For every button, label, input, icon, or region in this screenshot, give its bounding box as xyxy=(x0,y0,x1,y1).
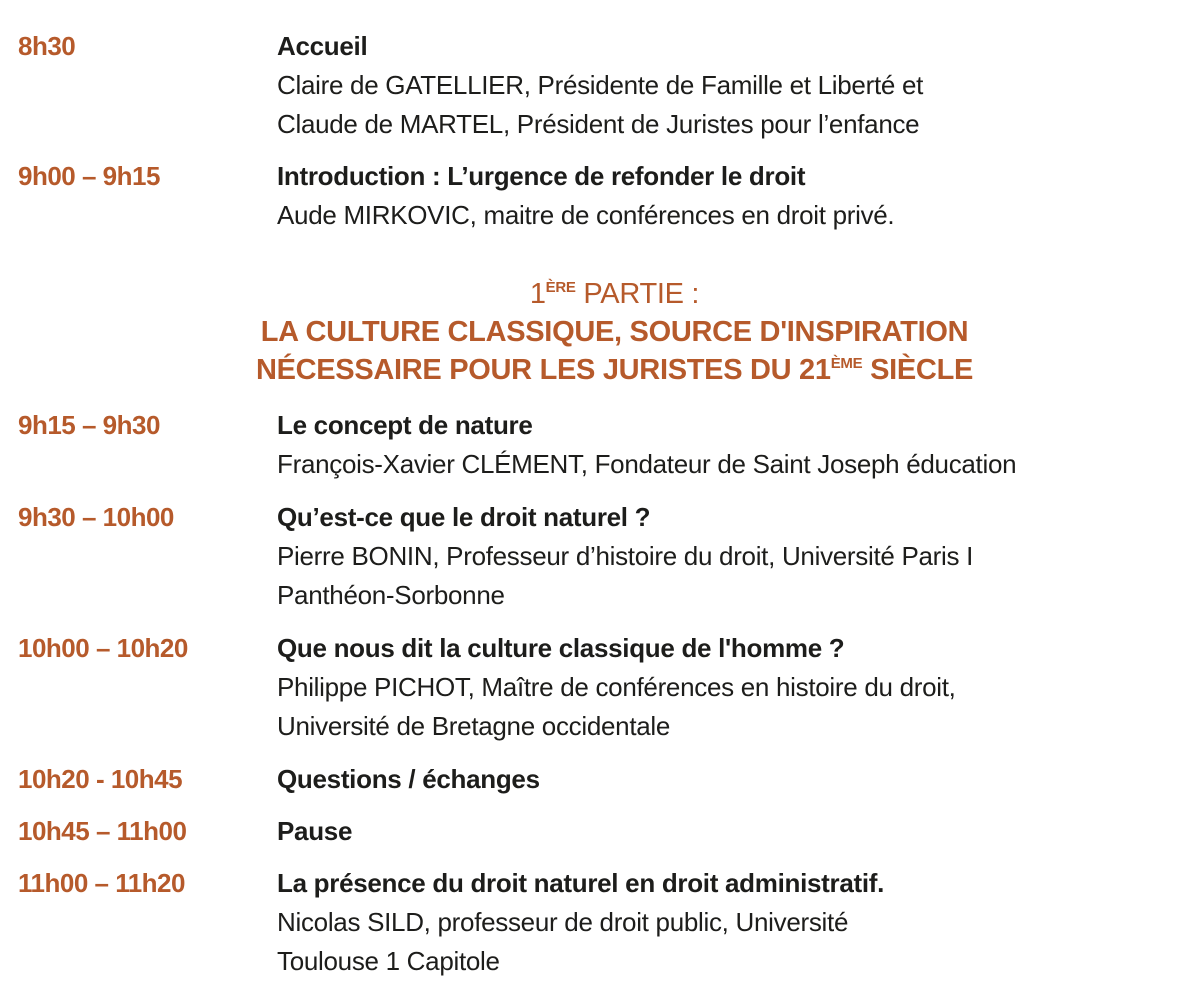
session-speaker-line: Claude de MARTEL, Président de Juristes pour l’enfance xyxy=(277,109,920,139)
session-time: 8h30 xyxy=(18,31,76,61)
session-speaker-line: Toulouse 1 Capitole xyxy=(277,946,500,976)
session-content xyxy=(277,864,1167,981)
part-title-line-2-suffix: ÈME xyxy=(830,355,863,372)
session-content xyxy=(277,498,1167,615)
part-heading xyxy=(0,275,1179,389)
session-title: Que nous dit la culture classique de l'homme ? xyxy=(277,633,845,663)
session-time: 11h00 – 11h20 xyxy=(18,868,185,898)
session-title: Questions / échanges xyxy=(277,764,540,794)
session-time: 10h00 – 10h20 xyxy=(18,633,188,663)
part-number: 1 xyxy=(529,278,546,310)
session-time: 10h20 - 10h45 xyxy=(18,764,183,794)
part-title-line-2-end: SIÈCLE xyxy=(870,354,974,386)
session-title: Accueil xyxy=(277,31,368,61)
session-time: 9h30 – 10h00 xyxy=(18,502,174,532)
part-number-suffix: ÈRE xyxy=(545,279,576,296)
session-title: Qu’est-ce que le droit naturel ? xyxy=(277,502,651,532)
session-title: La présence du droit naturel en droit administratif. xyxy=(277,868,885,898)
session-time: 10h45 – 11h00 xyxy=(18,816,187,846)
session-speaker-line: Pierre BONIN, Professeur d’histoire du droit, Université Paris I xyxy=(277,541,974,571)
part-title-line-1: LA CULTURE CLASSIQUE, SOURCE D'INSPIRATION xyxy=(260,316,969,348)
session-content xyxy=(277,760,1167,799)
session-time: 9h00 – 9h15 xyxy=(18,161,160,191)
session-speaker-line: Claire de GATELLIER, Présidente de Famille et Liberté et xyxy=(277,70,924,100)
session-content xyxy=(277,812,1167,851)
session-speaker-line: Nicolas SILD, professeur de droit public, Université xyxy=(277,907,849,937)
part-title-line-2 xyxy=(0,351,1179,389)
session-speaker-line: Université de Bretagne occidentale xyxy=(277,711,671,741)
session-content xyxy=(277,27,1167,144)
session-speaker-line: Philippe PICHOT, Maître de conférences en histoire du droit, xyxy=(277,672,956,702)
session-speaker-line: Panthéon-Sorbonne xyxy=(277,580,505,610)
part-label-line xyxy=(0,275,1179,313)
session-speaker-line: Aude MIRKOVIC, maitre de conférences en droit privé. xyxy=(277,200,895,230)
session-time: 9h15 – 9h30 xyxy=(18,410,160,440)
part-title-line-2-start: NÉCESSAIRE POUR LES JURISTES DU 21 xyxy=(255,354,831,386)
session-title: Pause xyxy=(277,816,353,846)
session-title: Le concept de nature xyxy=(277,410,533,440)
session-title: Introduction : L’urgence de refonder le droit xyxy=(277,161,806,191)
session-content xyxy=(277,629,1167,746)
session-content xyxy=(277,157,1167,235)
session-content xyxy=(277,406,1167,484)
part-label: PARTIE : xyxy=(583,278,700,310)
session-speaker-line: François-Xavier CLÉMENT, Fondateur de Saint Joseph éducation xyxy=(277,449,1017,479)
